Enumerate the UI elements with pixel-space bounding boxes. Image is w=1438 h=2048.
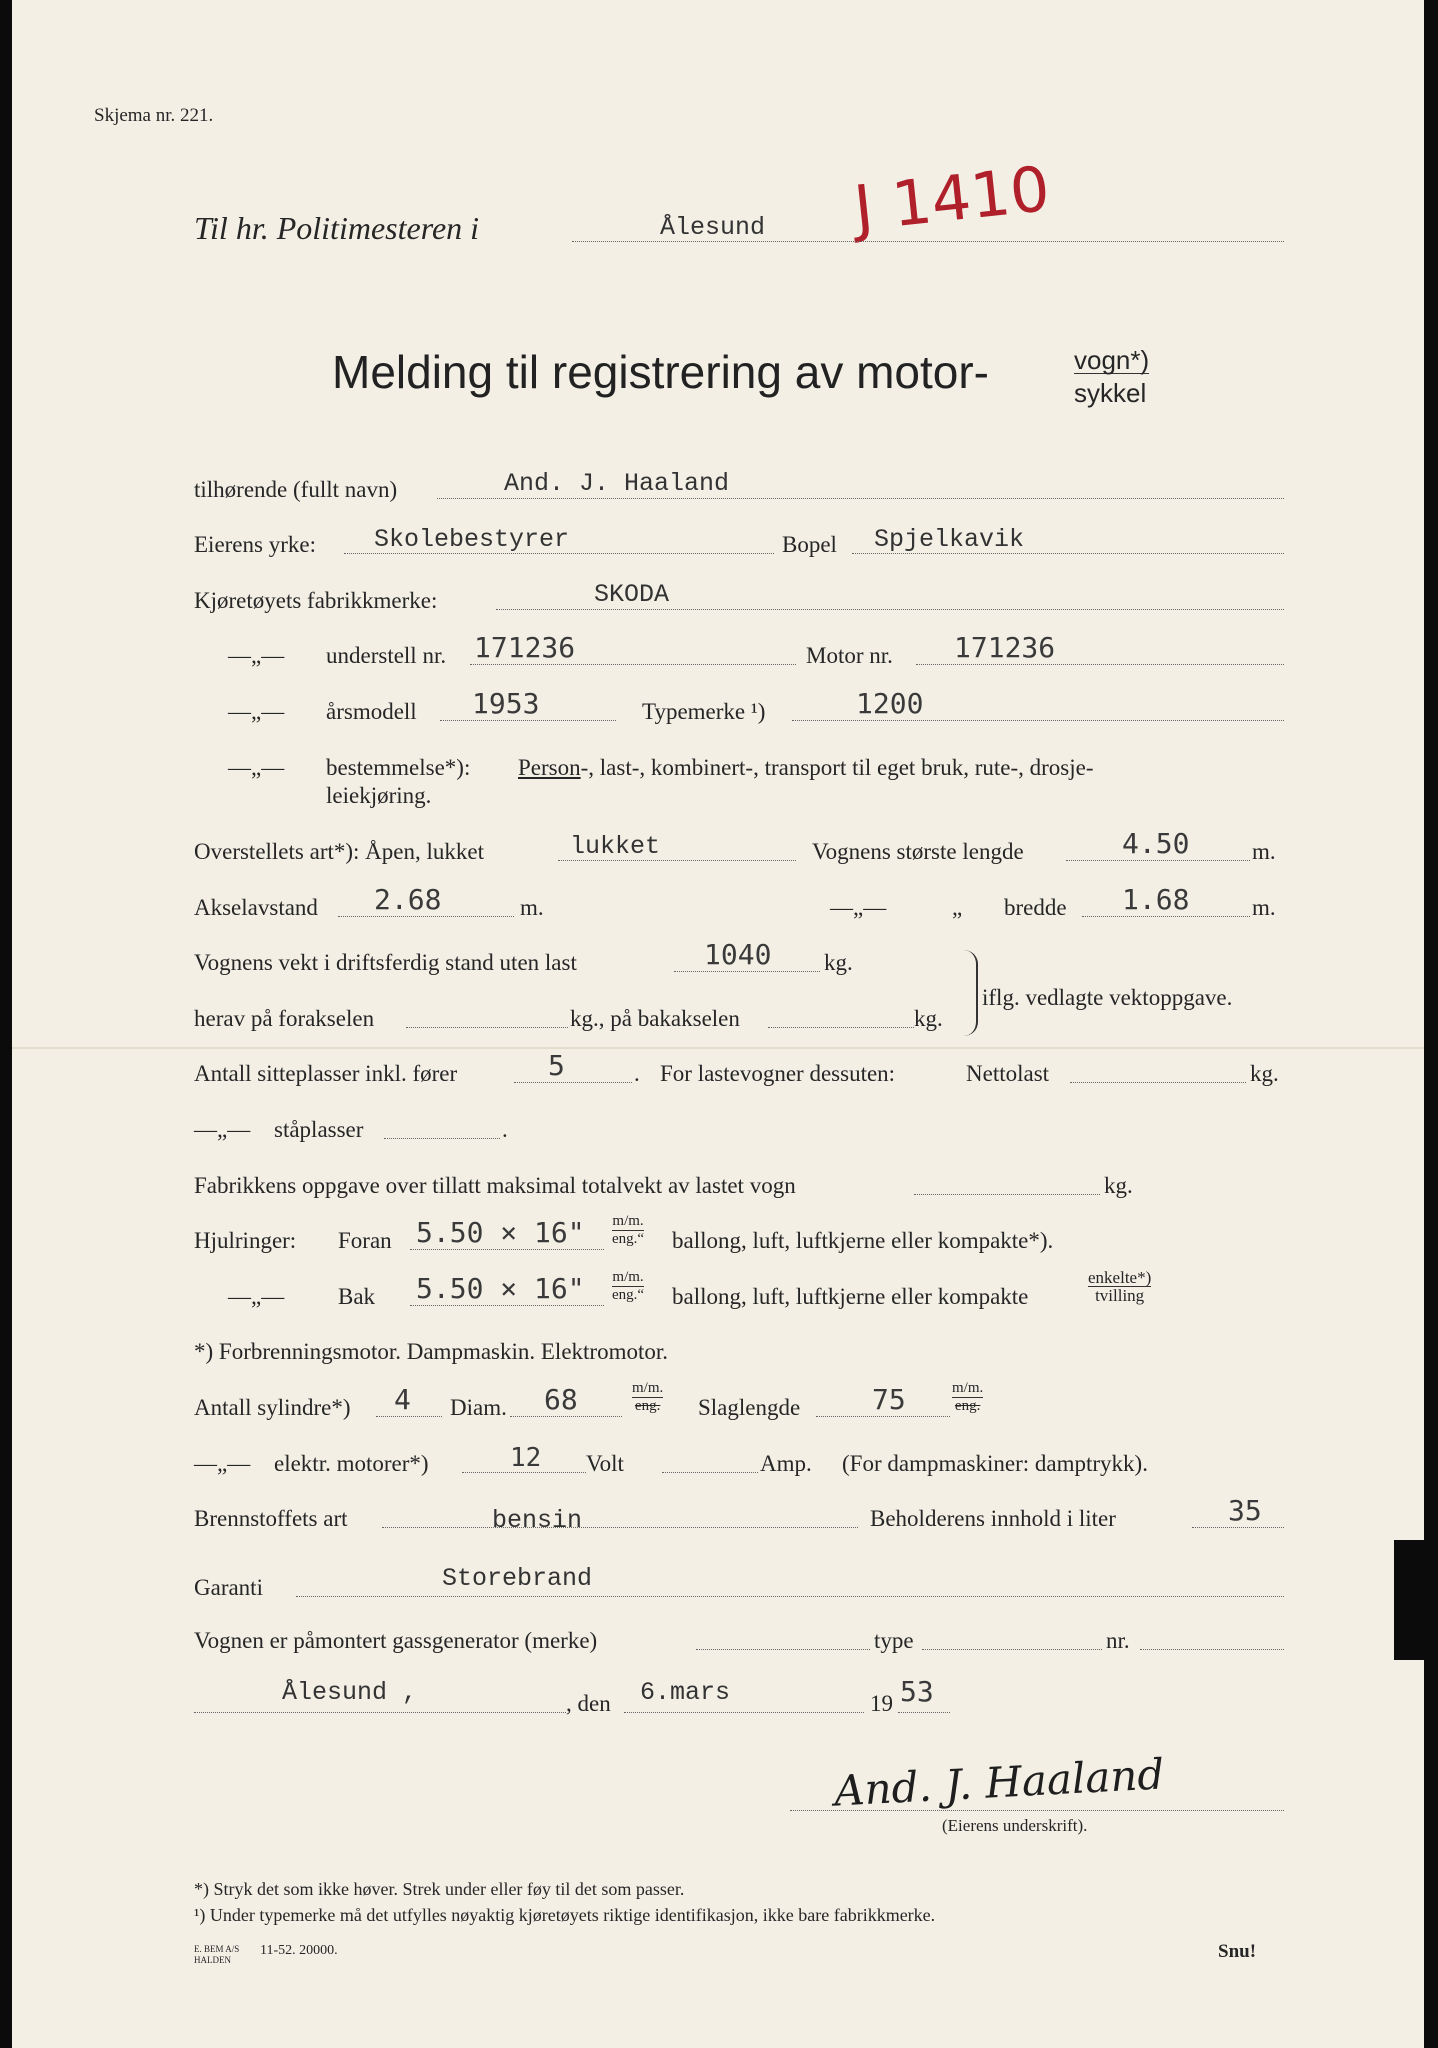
standing-line <box>384 1138 500 1139</box>
form-title <box>332 345 989 399</box>
year-line <box>898 1712 950 1713</box>
tires-rear-option-top: enkelte*) <box>1088 1268 1152 1287</box>
title-option-top: vogn*) <box>1074 345 1150 375</box>
date-value: 6.mars <box>640 1678 731 1707</box>
weight-value: 1040 <box>704 938 772 971</box>
length-value: 4.50 <box>1122 827 1190 860</box>
standing-dot: . <box>502 1117 508 1142</box>
owner-label: tilhørende (fullt navn) <box>194 477 398 502</box>
axle-note: iflg. vedlagte vektoppgave. <box>982 985 1233 1010</box>
type-mark-label: Typemerke ¹) <box>642 699 766 724</box>
tires-rear-unit <box>612 1269 644 1304</box>
make-line <box>496 609 1284 610</box>
tires-rear-text: ballong, luft, luftkjerne eller kompakte <box>672 1284 1029 1309</box>
gas-type-line <box>922 1649 1102 1650</box>
form-id: Skjema nr. 221. <box>94 105 214 126</box>
length-label: Vognens største lengde <box>812 839 1024 864</box>
engine-no-label: Motor nr. <box>806 643 893 668</box>
seats-line <box>514 1082 632 1083</box>
chassis-value: 171236 <box>474 631 576 664</box>
net-load-line <box>1070 1082 1246 1083</box>
fold-crease <box>12 1047 1424 1049</box>
ditto-1: —„— <box>228 643 285 668</box>
printer-name: E. BEM A/S HALDEN <box>194 1944 240 1965</box>
stroke-unit <box>952 1380 983 1415</box>
diam-line <box>510 1416 622 1417</box>
body-type-value: lukket <box>570 832 661 861</box>
stroke-unit-top: m/m. <box>952 1380 984 1396</box>
electric-label: elektr. motorer*) <box>274 1451 429 1476</box>
title-option-bottom: sykkel <box>1074 378 1147 408</box>
body-type-label: Overstellets art*): Åpen, lukket <box>194 839 484 864</box>
stamp-number: J 1410 <box>850 151 1054 246</box>
tires-rear-option-bottom: tvilling <box>1095 1286 1145 1305</box>
electric-value: 12 <box>510 1443 542 1473</box>
length-unit: m. <box>1252 839 1276 864</box>
purpose-options <box>518 756 1094 779</box>
tires-front-unit-top: m/m. <box>612 1213 644 1229</box>
gas-nr-label: nr. <box>1106 1628 1130 1653</box>
length-line <box>1066 860 1250 861</box>
wheelbase-line <box>338 916 514 917</box>
make-label: Kjøretøyets fabrikkmerke: <box>194 588 438 613</box>
volt-label: Volt <box>586 1451 624 1476</box>
tires-rear-unit-bottom: eng.“ <box>612 1287 645 1303</box>
ditto-5: —„— <box>194 1117 251 1142</box>
type-mark-value: 1200 <box>856 687 924 720</box>
chassis-label: understell nr. <box>326 643 447 668</box>
cargo-label: For lastevogner dessuten: <box>660 1061 896 1086</box>
net-load-unit: kg. <box>1250 1061 1279 1086</box>
place-line <box>194 1712 566 1713</box>
standing-label: ståplasser <box>274 1117 364 1142</box>
tank-line <box>1192 1527 1284 1528</box>
purpose-line2: leiekjøring. <box>326 783 432 808</box>
tires-rear-line <box>410 1305 604 1306</box>
title-main: Melding til registrering av motor- <box>332 346 990 398</box>
binding-edge <box>1394 1540 1438 1660</box>
seats-value: 5 <box>548 1049 565 1082</box>
gas-generator-label: Vognen er påmontert gassgenerator (merke) <box>194 1628 598 1653</box>
ditto-2: —„— <box>228 699 285 724</box>
gas-nr-line <box>1140 1649 1284 1650</box>
engine-no-value: 171236 <box>954 631 1056 664</box>
purpose-label: bestemmelse*): <box>326 755 471 780</box>
ditto-7: —„— <box>194 1451 251 1476</box>
footnote-1: *) Stryk det som ikke høver. Strek under eller føy til det som passer. <box>194 1879 685 1899</box>
owner-value: And. J. Haaland <box>504 469 730 498</box>
amp-line <box>662 1472 758 1473</box>
fuel-label: Brennstoffets art <box>194 1506 348 1531</box>
gas-generator-line <box>696 1649 870 1650</box>
model-year-label: årsmodell <box>326 699 417 724</box>
axle-front-line <box>406 1027 568 1028</box>
residence-label: Bopel <box>782 532 837 557</box>
weight-brace <box>962 950 978 1036</box>
turn-over-label: Snu! <box>1218 1941 1257 1962</box>
year-suffix: 53 <box>900 1675 934 1708</box>
engine-no-line <box>916 664 1284 665</box>
net-load-label: Nettolast <box>966 1061 1050 1086</box>
seats-dot: . <box>634 1061 640 1086</box>
wheelbase-unit: m. <box>520 895 544 920</box>
cylinders-line <box>376 1416 442 1417</box>
tires-rear-value: 5.50 × 16" <box>416 1272 585 1305</box>
model-year-line <box>440 720 616 721</box>
fuel-line <box>382 1527 858 1528</box>
cylinders-value: 4 <box>394 1383 411 1416</box>
ditto-6: —„— <box>228 1284 285 1309</box>
axle-unit: kg. <box>914 1006 943 1031</box>
tank-value: 35 <box>1228 1494 1262 1527</box>
tires-front-line <box>410 1249 604 1250</box>
form-page <box>12 0 1424 2048</box>
width-quote: „ <box>952 895 963 920</box>
purpose-rest: -, last-, kombinert-, transport til eget bruk, rute-, drosje- <box>580 755 1094 780</box>
diam-value: 68 <box>544 1383 578 1416</box>
tires-front-pos: Foran <box>338 1228 392 1253</box>
cylinders-label: Antall sylindre*) <box>194 1395 351 1420</box>
place-value: Ålesund , <box>282 1678 418 1707</box>
weight-label: Vognens vekt i driftsferdig stand uten last <box>194 950 577 975</box>
tires-rear-option <box>1088 1269 1151 1304</box>
stroke-label: Slaglengde <box>698 1395 801 1420</box>
tires-rear-pos: Bak <box>338 1284 376 1309</box>
residence-value: Spjelkavik <box>874 525 1025 554</box>
header-city: Ålesund <box>660 213 766 242</box>
diam-label: Diam. <box>450 1395 507 1420</box>
type-mark-line <box>792 720 1284 721</box>
footnote-2: ¹) Under typemerke må det utfylles nøyaktig kjøretøyets riktige identifikasjon, ikke bare fabrikkmerke. <box>194 1905 936 1925</box>
diam-unit-bottom: eng. <box>634 1398 661 1414</box>
seats-label: Antall sitteplasser inkl. fører <box>194 1061 458 1086</box>
make-value: SKODA <box>594 580 670 609</box>
max-weight-label: Fabrikkens oppgave over tillatt maksimal totalvekt av lastet vogn <box>194 1173 796 1198</box>
ditto-4: —„— <box>830 895 887 920</box>
year-prefix: 19 <box>870 1691 893 1716</box>
diam-unit <box>632 1380 663 1415</box>
date-den-label: , den <box>566 1691 611 1716</box>
printer-code: 11-52. 20000. <box>260 1943 338 1958</box>
stroke-value: 75 <box>872 1383 906 1416</box>
model-year-value: 1953 <box>472 687 540 720</box>
width-line <box>1082 916 1250 917</box>
amp-label: Amp. <box>760 1451 812 1476</box>
header-label: Til hr. Politimesteren i <box>194 210 480 246</box>
width-value: 1.68 <box>1122 883 1190 916</box>
tires-front-unit <box>612 1213 644 1248</box>
guarantee-line <box>296 1596 1284 1597</box>
signature-caption: (Eierens underskrift). <box>942 1816 1088 1835</box>
stroke-unit-bottom: eng. <box>954 1398 981 1414</box>
axle-back-line <box>768 1027 914 1028</box>
ditto-3: —„— <box>228 755 285 780</box>
tires-front-value: 5.50 × 16" <box>416 1216 585 1249</box>
date-line <box>624 1712 864 1713</box>
axle-front-label: herav på forakselen <box>194 1006 375 1031</box>
fuel-value: bensin <box>492 1506 583 1535</box>
width-unit: m. <box>1252 895 1276 920</box>
gas-type-label: type <box>874 1628 914 1653</box>
wheelbase-label: Akselavstand <box>194 895 318 920</box>
max-weight-unit: kg. <box>1104 1173 1133 1198</box>
width-label: bredde <box>1004 895 1067 920</box>
axle-back-label: kg., på bakakselen <box>570 1006 740 1031</box>
chassis-line <box>470 664 796 665</box>
occupation-label: Eierens yrke: <box>194 532 316 557</box>
guarantee-value: Storebrand <box>442 1564 593 1593</box>
occupation-value: Skolebestyrer <box>374 525 570 554</box>
purpose-selected: Person <box>518 755 581 780</box>
max-weight-line <box>914 1194 1100 1195</box>
weight-line <box>674 971 820 972</box>
stroke-line <box>816 1416 950 1417</box>
engine-type-line: *) Forbrenningsmotor. Dampmaskin. Elektromotor. <box>194 1339 669 1364</box>
tires-front-unit-bottom: eng.“ <box>612 1231 645 1247</box>
signature: And. J. Haaland <box>832 1749 1166 1816</box>
tank-label: Beholderens innhold i liter <box>870 1506 1116 1531</box>
tires-label: Hjulringer: <box>194 1228 297 1253</box>
tires-rear-unit-top: m/m. <box>612 1269 644 1285</box>
steam-note: (For dampmaskiner: damptrykk). <box>842 1451 1148 1476</box>
tires-front-text: ballong, luft, luftkjerne eller kompakte*). <box>672 1228 1054 1253</box>
diam-unit-top: m/m. <box>632 1380 664 1396</box>
guarantee-label: Garanti <box>194 1575 263 1600</box>
wheelbase-value: 2.68 <box>374 883 442 916</box>
owner-line <box>437 498 1284 499</box>
weight-unit: kg. <box>824 950 853 975</box>
